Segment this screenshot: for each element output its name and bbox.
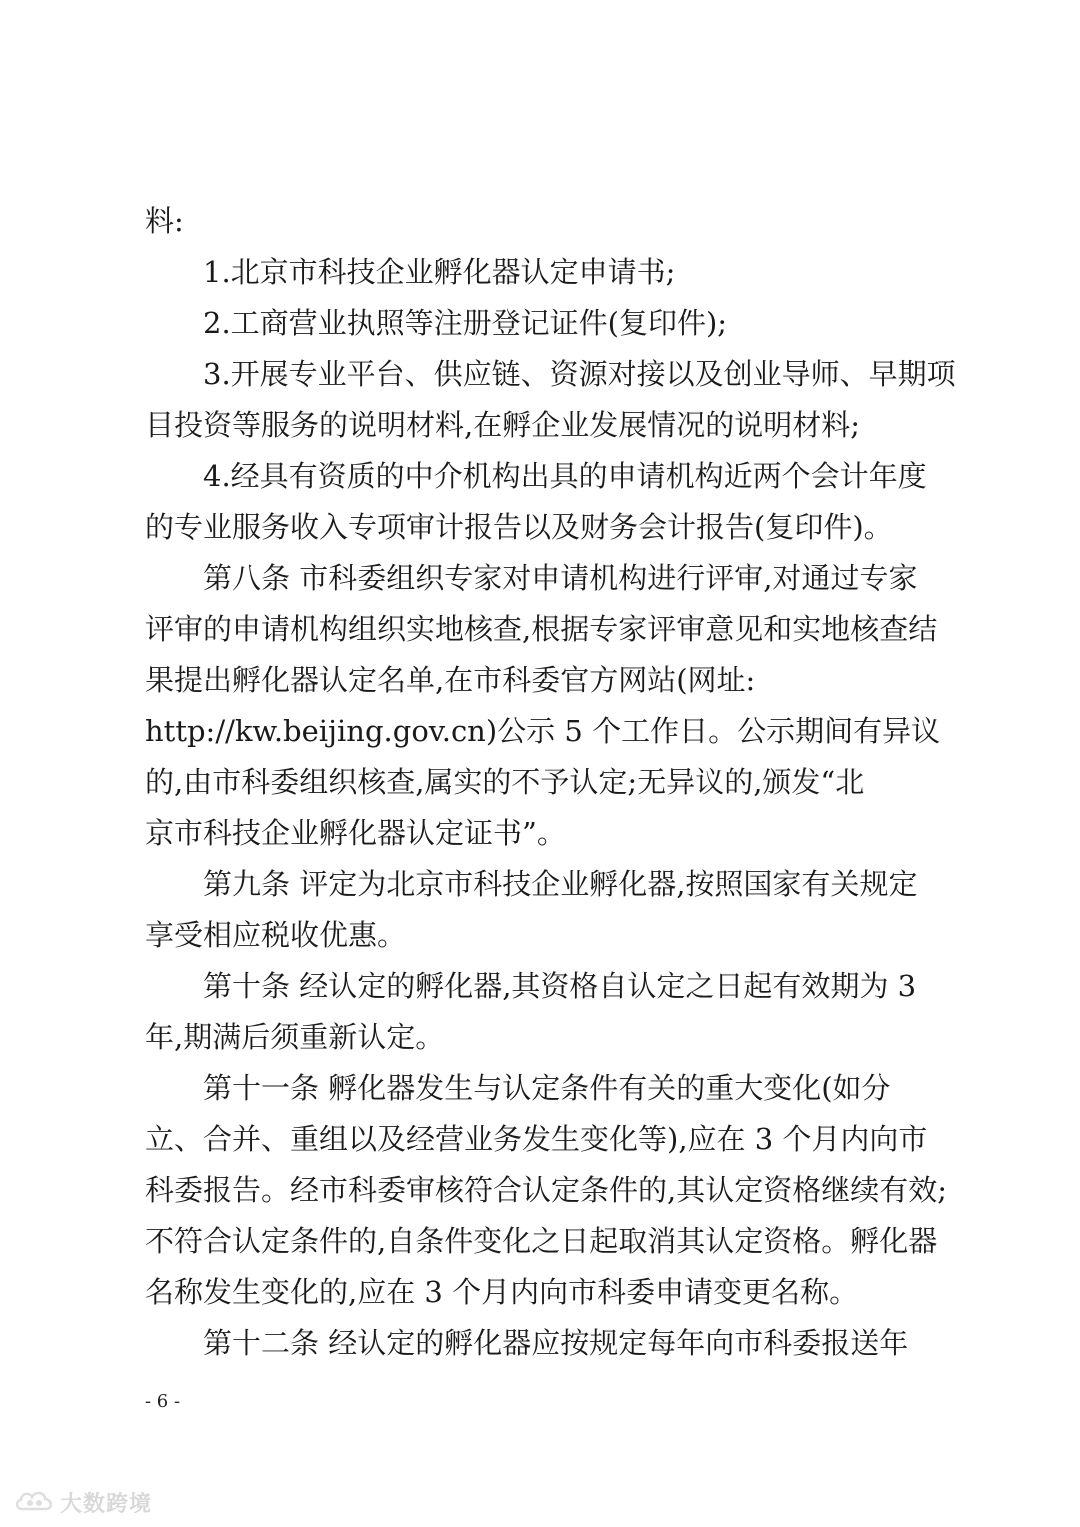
article-heading-line: 第八条 市科委组织专家对申请机构进行评审,对通过专家 [203,561,918,595]
cloud-logo-icon [12,1485,56,1519]
text-line: 科委报告。经市科委审核符合认定条件的,其认定资格继续有效; [145,1173,947,1207]
list-item: 4.经具有资质的中介机构出具的申请机构近两个会计年度 [203,459,927,493]
text-line: 评审的申请机构组织实地核查,根据专家评审意见和实地核查结 [145,612,938,646]
list-item: 2.工商营业执照等注册登记证件(复印件); [203,306,728,340]
article-heading-line: 第十二条 经认定的孵化器应按规定每年向市科委报送年 [203,1326,909,1360]
article-heading-line: 第十一条 孵化器发生与认定条件有关的重大变化(如分 [203,1071,891,1105]
watermark-text: 大数跨境 [60,1491,153,1517]
text-line: 享受相应税收优惠。 [145,918,407,952]
text-line: 立、合并、重组以及经营业务发生变化等),应在 3 个月内向市 [145,1122,928,1156]
text-line: 京市科技企业孵化器认定证书”。 [145,816,566,850]
text-line: 目投资等服务的说明材料,在孵企业发展情况的说明材料; [145,408,860,442]
text-line: 年,期满后须重新认定。 [145,1020,445,1054]
text-line: 不符合认定条件的,自条件变化之日起取消其认定资格。孵化器 [145,1224,938,1258]
text-line: http://kw.beijing.gov.cn)公示 5 个工作日。公示期间有异议 [145,714,941,748]
article-heading-line: 第十条 经认定的孵化器,其资格自认定之日起有效期为 3 [203,969,917,1003]
article-heading-line: 第九条 评定为北京市科技企业孵化器,按照国家有关规定 [203,867,918,901]
text-line: 料: [145,204,184,238]
page-number: - 6 - [145,1391,181,1412]
watermark [12,1482,152,1522]
text-line: 的,由市科委组织核查,属实的不予认定;无异议的,颁发“北 [145,765,865,799]
list-item: 3.开展专业平台、供应链、资源对接以及创业导师、早期项 [203,357,956,391]
text-line: 果提出孵化器认定名单,在市科委官方网站(网址: [145,663,756,697]
list-item: 1.北京市科技企业孵化器认定申请书; [203,255,676,289]
text-line: 的专业服务收入专项审计报告以及财务会计报告(复印件)。 [145,510,893,544]
text-line: 名称发生变化的,应在 3 个月内向市科委申请变更名称。 [145,1275,859,1309]
document-body [145,196,956,1369]
